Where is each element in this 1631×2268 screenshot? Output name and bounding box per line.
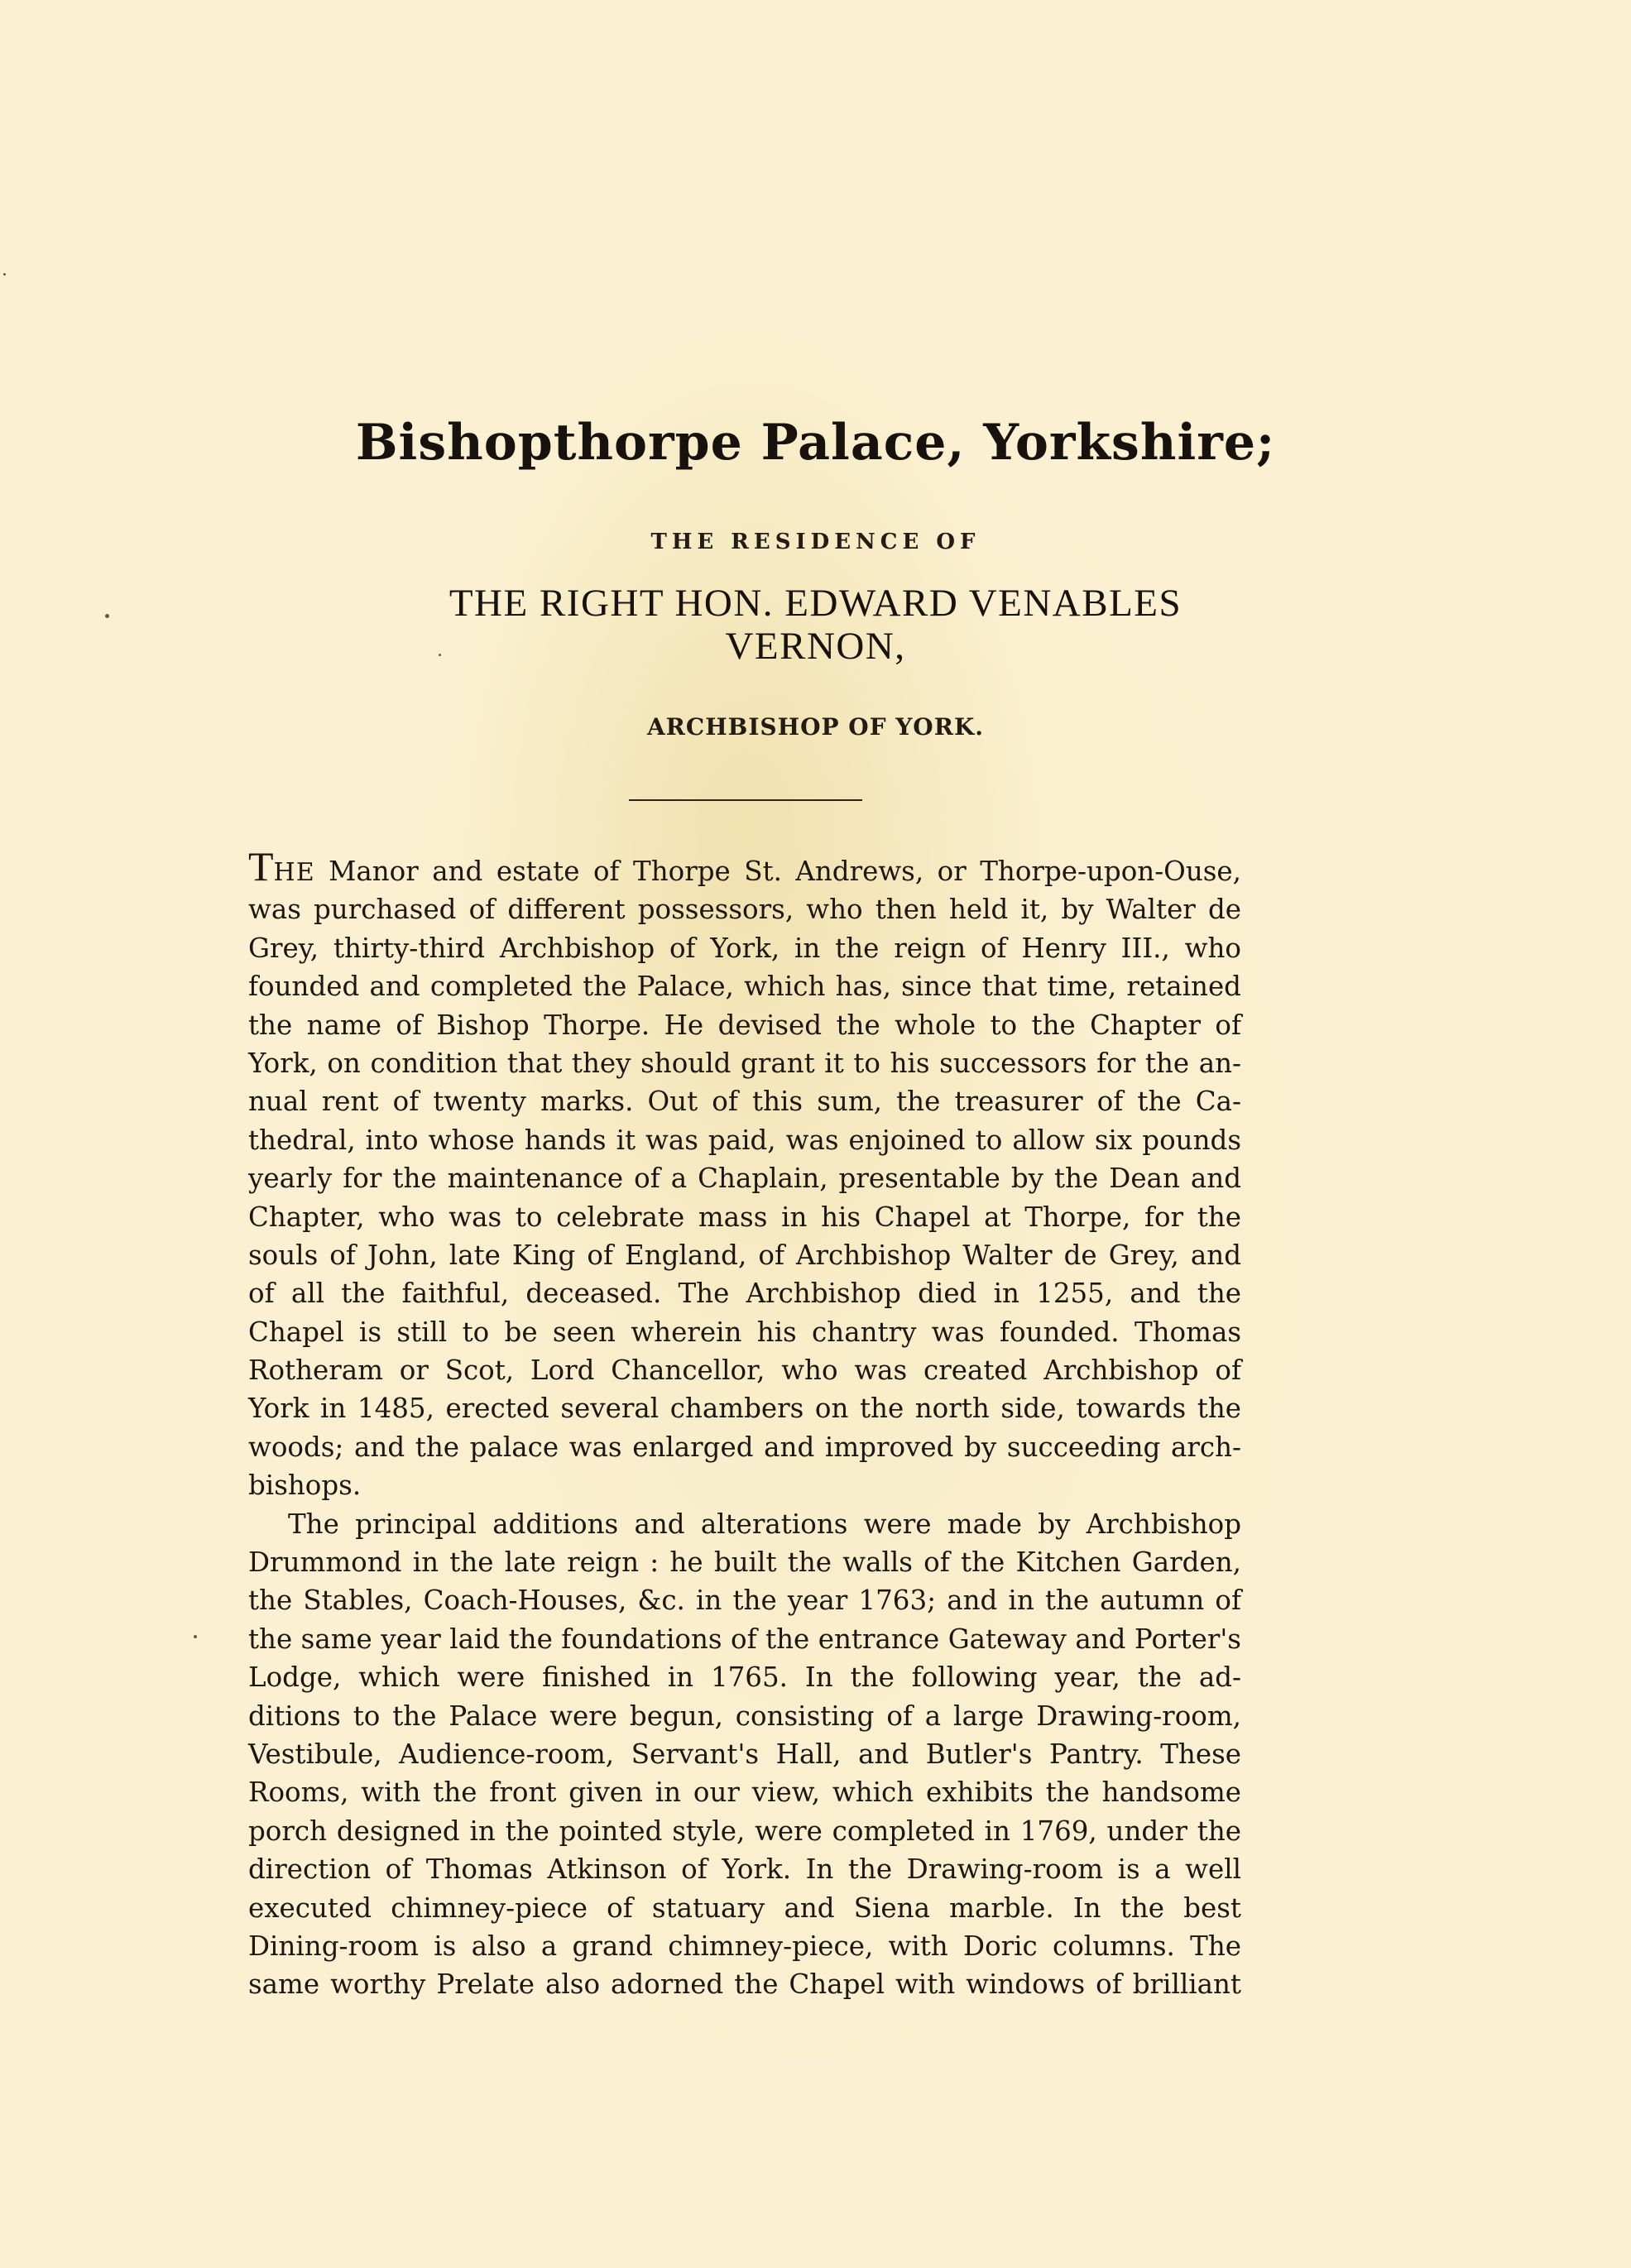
- drop-cap: T: [248, 843, 274, 889]
- text-line: Chapter, who was to celebrate mass in his Chapel at Thorpe, for the: [248, 1201, 1241, 1233]
- text-line: executed chimney-piece of statuary and Siena marble. In the best: [248, 1892, 1241, 1924]
- small-caps: HE: [273, 858, 315, 887]
- text-line: Lodge, which were finished in 1765. In the following year, the ad-: [248, 1661, 1241, 1694]
- residence-subheading: THE RESIDENCE OF: [650, 530, 981, 554]
- text-line: the name of Bishop Thorpe. He devised the whole to the Chapter of: [248, 1009, 1241, 1041]
- resident-office: ARCHBISHOP OF YORK.: [646, 713, 985, 741]
- text-line: Dining-room is also a grand chimney-piece, with Doric columns. The: [248, 1930, 1241, 1962]
- text-line: porch designed in the pointed style, were completed in 1769, under the: [248, 1815, 1241, 1847]
- text-line: the same year laid the foundations of the entrance Gateway and Porter's: [248, 1623, 1241, 1655]
- text-line: thedral, into whose hands it was paid, was enjoined to allow six pounds: [248, 1124, 1241, 1156]
- text-line: nual rent of twenty marks. Out of this sum, the treasurer of the Ca-: [248, 1086, 1241, 1118]
- text-line: Rooms, with the front given in our view, which exhibits the handsome: [248, 1777, 1241, 1809]
- text-line: The principal additions and alterations were made by Archbishop: [288, 1508, 1241, 1540]
- divider-rule: [629, 799, 862, 801]
- text-line: yearly for the maintenance of a Chaplain, presentable by the Dean and: [248, 1163, 1241, 1195]
- paper-speck: [3, 273, 6, 276]
- resident-name-line-2: VERNON,: [725, 625, 906, 668]
- text-line: York, on condition that they should grant it to his successors for the an-: [248, 1047, 1241, 1079]
- text-line: ditions to the Palace were begun, consisting of a large Drawing-room,: [248, 1700, 1241, 1732]
- resident-name-line-1: THE RIGHT HON. EDWARD VENABLES: [449, 582, 1182, 625]
- text-line: THE Manor and estate of Thorpe St. Andrews, or Thorpe-upon-Ouse,: [248, 843, 1241, 889]
- text-line: direction of Thomas Atkinson of York. In the Drawing-room is a well: [248, 1853, 1241, 1886]
- body-text: [248, 843, 1241, 2004]
- text-line: of all the faithful, deceased. The Archbishop died in 1255, and the: [248, 1278, 1241, 1310]
- text-line: bishops.: [248, 1470, 362, 1502]
- text-line: same worthy Prelate also adorned the Chapel with windows of brilliant: [248, 1968, 1241, 2001]
- paper-speck: [194, 1635, 197, 1638]
- text-line: founded and completed the Palace, which has, since that time, retained: [248, 971, 1241, 1003]
- page-title: Bishopthorpe Palace, Yorkshire;: [355, 414, 1276, 472]
- text-line: woods; and the palace was enlarged and improved by succeeding arch-: [248, 1431, 1241, 1463]
- text-line: Rotheram or Scot, Lord Chancellor, who was created Archbishop of: [248, 1355, 1241, 1387]
- text-line: York in 1485, erected several chambers on the north side, towards the: [248, 1393, 1241, 1425]
- resident-name: [0, 582, 1631, 668]
- text-line: Vestibule, Audience-room, Servant's Hall, and Butler's Pantry. These: [248, 1738, 1241, 1770]
- text-line: souls of John, late King of England, of Archbishop Walter de Grey, and: [248, 1239, 1241, 1271]
- text-line: Chapel is still to be seen wherein his chantry was founded. Thomas: [248, 1316, 1241, 1348]
- text-line: Grey, thirty-third Archbishop of York, in the reign of Henry III., who: [248, 932, 1241, 964]
- text-line: Drummond in the late reign : he built the walls of the Kitchen Garden,: [248, 1546, 1241, 1579]
- text-line: the Stables, Coach-Houses, &c. in the year 1763; and in the autumn of: [248, 1585, 1241, 1617]
- text-line: was purchased of different possessors, who then held it, by Walter de: [248, 894, 1241, 926]
